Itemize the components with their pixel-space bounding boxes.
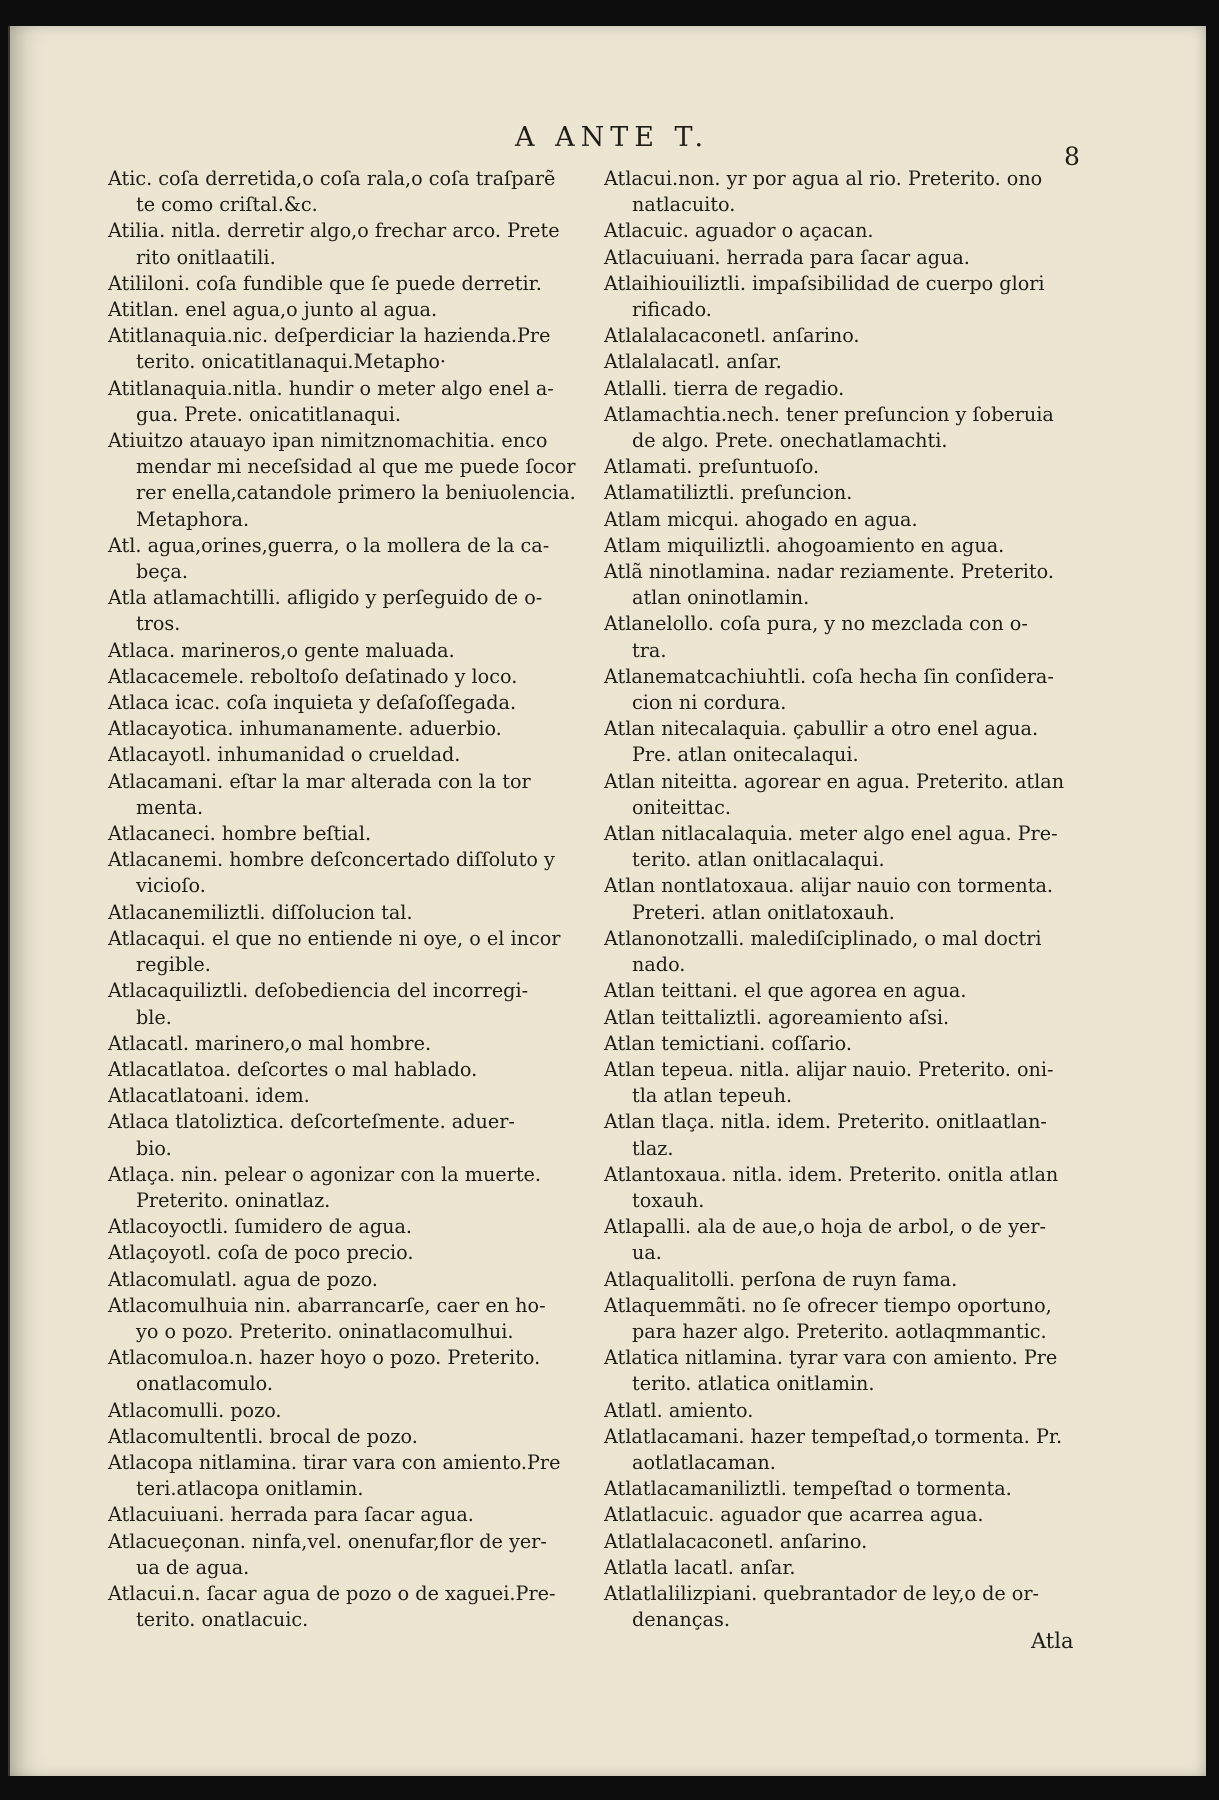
entry-continuation: beça. bbox=[136, 560, 188, 584]
dictionary-entry bbox=[108, 1293, 578, 1345]
entry-line: Atlamati. preſuntuoſo. bbox=[604, 455, 820, 479]
entry-continuation: rer enella,catandole primero la beniuolencia. bbox=[136, 481, 576, 505]
entry-continuation: terito. onatlacuic. bbox=[136, 1608, 309, 1632]
entry-line: Atitlan. enel agua,o junto al agua. bbox=[108, 298, 438, 322]
entry-continuation: tla atlan tepeuh. bbox=[632, 1084, 793, 1108]
entry-line: Atitlanaquia.nic. deſperdiciar la hazienda.Pre bbox=[108, 324, 551, 348]
dictionary-entry bbox=[604, 1214, 1080, 1266]
dictionary-entry bbox=[604, 873, 1080, 925]
dictionary-entry bbox=[604, 1057, 1080, 1109]
entry-continuation: rito onitlaatili. bbox=[136, 245, 276, 269]
entry-line: Atlaihiouiliztli. impaſsibilidad de cuerpo glori bbox=[604, 271, 1045, 295]
entry-line: Atlacuiuani. herrada para ſacar agua. bbox=[108, 1503, 474, 1527]
dictionary-entry bbox=[108, 1162, 578, 1214]
dictionary-entry bbox=[108, 900, 578, 926]
entry-line: Atlacomuloa.n. hazer hoyo o pozo. Preterito. bbox=[108, 1346, 541, 1370]
entry-continuation: Pre. atlan onitecalaqui. bbox=[632, 743, 859, 767]
entry-line: Atlacayotl. inhumanidad o crueldad. bbox=[108, 743, 461, 767]
entry-continuation: terito. atlatica onitlamin. bbox=[632, 1372, 875, 1396]
entry-line: Atlalli. tierra de regadio. bbox=[604, 376, 845, 400]
dictionary-entry bbox=[108, 716, 578, 742]
entry-line: Atlacomulatl. agua de pozo. bbox=[108, 1267, 378, 1291]
dictionary-entry bbox=[108, 847, 578, 899]
dictionary-entry bbox=[604, 1398, 1080, 1424]
dictionary-entry bbox=[604, 533, 1080, 559]
dictionary-entry bbox=[108, 271, 578, 297]
dictionary-entry bbox=[108, 742, 578, 768]
dictionary-entry bbox=[108, 1345, 578, 1397]
dictionary-entry bbox=[108, 1083, 578, 1109]
dictionary-entry bbox=[604, 1581, 1080, 1633]
dictionary-entry bbox=[108, 1529, 578, 1581]
dictionary-entry bbox=[604, 349, 1080, 375]
entry-line: Atlanematcachiuhtli. coſa hecha ſin conſidera- bbox=[604, 664, 1054, 688]
dictionary-entry bbox=[604, 559, 1080, 611]
entry-line: Atlanelollo. coſa pura, y no mezclada con o- bbox=[604, 612, 1028, 636]
entry-line: Atilia. nitla. derretir algo,o frechar arco. Prete bbox=[108, 219, 560, 243]
entry-continuation: tros. bbox=[136, 612, 181, 636]
entry-continuation: para hazer algo. Preterito. aotlaqmmantic. bbox=[632, 1319, 1047, 1343]
entry-line: Atlacaqui. el que no entiende ni oye, o el incor bbox=[108, 926, 561, 950]
dictionary-entry bbox=[604, 1031, 1080, 1057]
entry-continuation: terito. atlan onitlacalaqui. bbox=[632, 848, 885, 872]
entry-line: Atlatl. amiento. bbox=[604, 1398, 754, 1422]
left-column bbox=[108, 166, 578, 1633]
dictionary-entry bbox=[108, 1240, 578, 1266]
dictionary-entry bbox=[604, 716, 1080, 768]
dictionary-entry bbox=[604, 454, 1080, 480]
dictionary-entry bbox=[604, 507, 1080, 533]
dictionary-entry bbox=[604, 376, 1080, 402]
entry-continuation: natlacuito. bbox=[632, 193, 736, 217]
entry-line: Atlacuic. aguador o açacan. bbox=[604, 219, 874, 243]
entry-line: Atlacatlatoa. deſcortes o mal hablado. bbox=[108, 1057, 478, 1081]
dictionary-entry bbox=[108, 978, 578, 1030]
dictionary-entry bbox=[108, 323, 578, 375]
entry-line: Atlan niteitta. agorear en agua. Preterito. atlan bbox=[604, 769, 1065, 793]
dictionary-entry bbox=[108, 1424, 578, 1450]
entry-continuation: tra. bbox=[632, 638, 667, 662]
dictionary-entry bbox=[108, 585, 578, 637]
entry-continuation: menta. bbox=[136, 795, 204, 819]
entry-line: Atlalalacaconetl. anſarino. bbox=[604, 324, 860, 348]
entry-line: Atlamatiliztli. preſuncion. bbox=[604, 481, 853, 505]
entry-line: Atlatlalilizpiani. quebrantador de ley,o de or- bbox=[604, 1581, 1040, 1605]
entry-continuation: bio. bbox=[136, 1136, 172, 1160]
dictionary-entry bbox=[604, 926, 1080, 978]
dictionary-entry bbox=[108, 297, 578, 323]
entry-line: Atlamachtia.nech. tener preſuncion y ſoberuia bbox=[604, 402, 1054, 426]
entry-continuation: de algo. Prete. onechatlamachti. bbox=[632, 429, 948, 453]
dictionary-entry bbox=[604, 1555, 1080, 1581]
dictionary-entry bbox=[604, 1162, 1080, 1214]
dictionary-entry bbox=[108, 376, 578, 428]
entry-line: Atlatlacuic. aguador que acarrea agua. bbox=[604, 1503, 984, 1527]
dictionary-entry bbox=[108, 1214, 578, 1240]
entry-continuation: regible. bbox=[136, 953, 211, 977]
entry-line: Atlan temictiani. coſſario. bbox=[604, 1031, 852, 1055]
entry-line: Atlan teittaliztli. agoreamiento aſsi. bbox=[604, 1005, 950, 1029]
dictionary-entry bbox=[108, 690, 578, 716]
entry-line: Atlacui.n. ſacar agua de pozo o de xaguei.Pre- bbox=[108, 1581, 556, 1605]
entry-line: Atlacaneci. hombre beſtial. bbox=[108, 822, 372, 846]
entry-line: Atlan tepeua. nitla. alijar nauio. Preterito. oni- bbox=[604, 1057, 1054, 1081]
dictionary-entry bbox=[108, 1502, 578, 1528]
entry-continuation: vicioſo. bbox=[136, 874, 206, 898]
dictionary-entry bbox=[108, 1267, 578, 1293]
dictionary-entry bbox=[604, 1424, 1080, 1476]
entry-line: Atlam micqui. ahogado en agua. bbox=[604, 507, 918, 531]
entry-line: Atlantoxaua. nitla. idem. Preterito. onitla atlan bbox=[604, 1162, 1059, 1186]
entry-line: Atlaçoyotl. coſa de poco precio. bbox=[108, 1241, 414, 1265]
dictionary-entry bbox=[108, 480, 578, 506]
entry-line: Atlanonotzalli. malediſciplinado, o mal doctri bbox=[604, 926, 1042, 950]
entry-line: Atlapalli. ala de aue,o hoja de arbol, o de yer- bbox=[604, 1215, 1047, 1239]
entry-line: Atlã ninotlamina. nadar reziamente. Preterito. bbox=[604, 560, 1054, 584]
entry-continuation: gua. Prete. onicatitlanaqui. bbox=[136, 402, 402, 426]
dictionary-entry bbox=[108, 1398, 578, 1424]
entry-continuation: ua de agua. bbox=[136, 1555, 250, 1579]
entry-continuation: terito. onicatitlanaqui.Metapho· bbox=[136, 350, 446, 374]
dictionary-entry bbox=[604, 769, 1080, 821]
entry-line: Atlatla lacatl. anſar. bbox=[604, 1555, 796, 1579]
folio-number: 8 bbox=[1064, 142, 1080, 171]
dictionary-entry bbox=[604, 1005, 1080, 1031]
entry-continuation: nado. bbox=[632, 953, 686, 977]
entry-continuation: ua. bbox=[632, 1241, 662, 1265]
entry-continuation: cion ni cordura. bbox=[632, 691, 787, 715]
entry-line: Atlan nitecalaquia. çabullir a otro enel agua. bbox=[604, 717, 1039, 741]
entry-continuation: onatlacomulo. bbox=[136, 1372, 273, 1396]
entry-continuation: mendar mi neceſsidad al que me puede ſocor bbox=[136, 455, 576, 479]
dictionary-entry bbox=[108, 1581, 578, 1633]
entry-continuation: te como criſtal.&c. bbox=[136, 193, 318, 217]
dictionary-entry bbox=[108, 1057, 578, 1083]
book-page bbox=[8, 26, 1206, 1776]
entry-line: Atlan nontlatoxaua. alijar nauio con tormenta. bbox=[604, 874, 1053, 898]
entry-line: Atlacanemi. hombre deſconcertado diſſoluto y bbox=[108, 848, 555, 872]
entry-continuation: aotlatlacaman. bbox=[632, 1450, 776, 1474]
dictionary-entry bbox=[108, 664, 578, 690]
entry-continuation: Metaphora. bbox=[136, 507, 250, 531]
dictionary-entry bbox=[604, 402, 1080, 454]
dictionary-entry bbox=[604, 1345, 1080, 1397]
entry-line: Atlacoyoctli. ſumidero de agua. bbox=[108, 1215, 413, 1239]
entry-continuation: atlan oninotlamin. bbox=[632, 586, 810, 610]
right-column bbox=[604, 166, 1080, 1633]
entry-line: Atic. coſa derretida,o coſa rala,o coſa traſparẽ bbox=[108, 167, 556, 190]
entry-line: Atlacanemiliztli. diſſolucion tal. bbox=[108, 900, 413, 924]
entry-line: Atlaca icac. coſa inquieta y deſaſoſſegada. bbox=[108, 691, 517, 715]
entry-line: Atlacamani. eſtar la mar alterada con la tor bbox=[108, 769, 531, 793]
entry-line: Atililoni. coſa fundible que ſe puede derretir. bbox=[108, 271, 542, 295]
entry-continuation: rificado. bbox=[632, 298, 712, 322]
entry-line: Atlacaquiliztli. deſobediencia del incorregi- bbox=[108, 979, 529, 1003]
entry-line: Atlaca tlatoliztica. deſcorteſmente. aduer- bbox=[108, 1110, 515, 1134]
entry-line: Atlacatlatoani. idem. bbox=[108, 1084, 310, 1108]
entry-line: Atlalalacatl. anſar. bbox=[604, 350, 782, 374]
dictionary-entry bbox=[108, 218, 578, 270]
entry-continuation: oniteittac. bbox=[632, 795, 731, 819]
dictionary-entry bbox=[604, 1529, 1080, 1555]
entry-line: Atlacomulhuia nin. abarrancarſe, caer en ho- bbox=[108, 1293, 546, 1317]
entry-continuation: yo o pozo. Preterito. oninatlacomulhui. bbox=[136, 1319, 514, 1343]
dictionary-entry bbox=[604, 1267, 1080, 1293]
entry-continuation: tlaz. bbox=[632, 1136, 674, 1160]
dictionary-entry bbox=[108, 428, 578, 480]
entry-line: Atl. agua,orines,guerra, o la mollera de la ca- bbox=[108, 533, 550, 557]
entry-line: Atlaca. marineros,o gente maluada. bbox=[108, 638, 455, 662]
entry-line: Atlatlacamani. hazer tempeſtad,o tormenta. Pr. bbox=[604, 1424, 1063, 1448]
entry-line: Atlacopa nitlamina. tirar vara con amiento.Pre bbox=[108, 1450, 561, 1474]
dictionary-entry bbox=[108, 166, 578, 218]
entry-continuation: teri.atlacopa onitlamin. bbox=[136, 1477, 364, 1501]
entry-line: Atitlanaquia.nitla. hundir o meter algo enel a- bbox=[108, 376, 554, 400]
entry-line: Atlacacemele. reboltoſo deſatinado y loco. bbox=[108, 664, 518, 688]
dictionary-entry bbox=[604, 1476, 1080, 1502]
entry-line: Atlacui.non. yr por agua al rio. Preterito. ono bbox=[604, 167, 1043, 190]
dictionary-entry bbox=[604, 245, 1080, 271]
entry-line: Atlam miquiliztli. ahogoamiento en agua. bbox=[604, 533, 1005, 557]
dictionary-entry bbox=[108, 638, 578, 664]
dictionary-entry bbox=[604, 821, 1080, 873]
entry-line: Atlan tlaça. nitla. idem. Preterito. onitlaatlan- bbox=[604, 1110, 1047, 1134]
entry-line: Atiuitzo atauayo ipan nimitznomachitia. enco bbox=[108, 429, 548, 453]
dictionary-entry bbox=[108, 1031, 578, 1057]
entry-line: Atlacomultentli. brocal de pozo. bbox=[108, 1424, 418, 1448]
dictionary-entry bbox=[604, 218, 1080, 244]
dictionary-entry bbox=[108, 533, 578, 585]
entry-continuation: toxauh. bbox=[632, 1188, 705, 1212]
dictionary-entry bbox=[604, 271, 1080, 323]
dictionary-entry bbox=[108, 769, 578, 821]
entry-line: Atlaquemmãti. no ſe ofrecer tiempo oportuno, bbox=[604, 1293, 1052, 1317]
dictionary-entry bbox=[604, 166, 1080, 218]
entry-line: Atlaça. nin. pelear o agonizar con la muerte. bbox=[108, 1162, 541, 1186]
entry-line: Atlan nitlacalaquia. meter algo enel agua. Pre- bbox=[604, 822, 1058, 846]
entry-line: Atlacatl. marinero,o mal hombre. bbox=[108, 1031, 432, 1055]
entry-line: Atlatica nitlamina. tyrar vara con amiento. Pre bbox=[604, 1346, 1058, 1370]
entry-continuation: denanças. bbox=[632, 1608, 730, 1632]
dictionary-entry bbox=[604, 1109, 1080, 1161]
entry-line: Atlacayotica. inhumanamente. aduerbio. bbox=[108, 717, 502, 741]
dictionary-entry bbox=[604, 664, 1080, 716]
dictionary-entry bbox=[604, 1502, 1080, 1528]
catchword: Atla bbox=[1031, 1629, 1074, 1653]
dictionary-entry bbox=[604, 1293, 1080, 1345]
entry-continuation: ble. bbox=[136, 1005, 172, 1029]
entry-line: Atla atlamachtilli. afligido y perſeguido de o- bbox=[108, 586, 543, 610]
entry-line: Atlatlacamaniliztli. tempeſtad o tormenta. bbox=[604, 1477, 1012, 1501]
dictionary-entry bbox=[108, 926, 578, 978]
entry-line: Atlacuiuani. herrada para ſacar agua. bbox=[604, 245, 970, 269]
entry-line: Atlan teittani. el que agorea en agua. bbox=[604, 979, 967, 1003]
entry-continuation: Preteri. atlan onitlatoxauh. bbox=[632, 900, 895, 924]
running-header: A ANTE T. bbox=[515, 122, 710, 153]
dictionary-entry bbox=[604, 323, 1080, 349]
entry-line: Atlacomulli. pozo. bbox=[108, 1398, 282, 1422]
entry-line: Atlaqualitolli. perſona de ruyn fama. bbox=[604, 1267, 958, 1291]
dictionary-entry bbox=[108, 1109, 578, 1161]
dictionary-entry bbox=[108, 1450, 578, 1502]
dictionary-entry bbox=[108, 821, 578, 847]
dictionary-entry bbox=[108, 507, 578, 533]
entry-line: Atlacueçonan. ninfa,vel. onenufar,flor de yer- bbox=[108, 1529, 547, 1553]
dictionary-entry bbox=[604, 480, 1080, 506]
entry-line: Atlatlalacaconetl. anſarino. bbox=[604, 1529, 868, 1553]
dictionary-entry bbox=[604, 611, 1080, 663]
dictionary-entry bbox=[604, 978, 1080, 1004]
entry-continuation: Preterito. oninatlaz. bbox=[136, 1188, 331, 1212]
